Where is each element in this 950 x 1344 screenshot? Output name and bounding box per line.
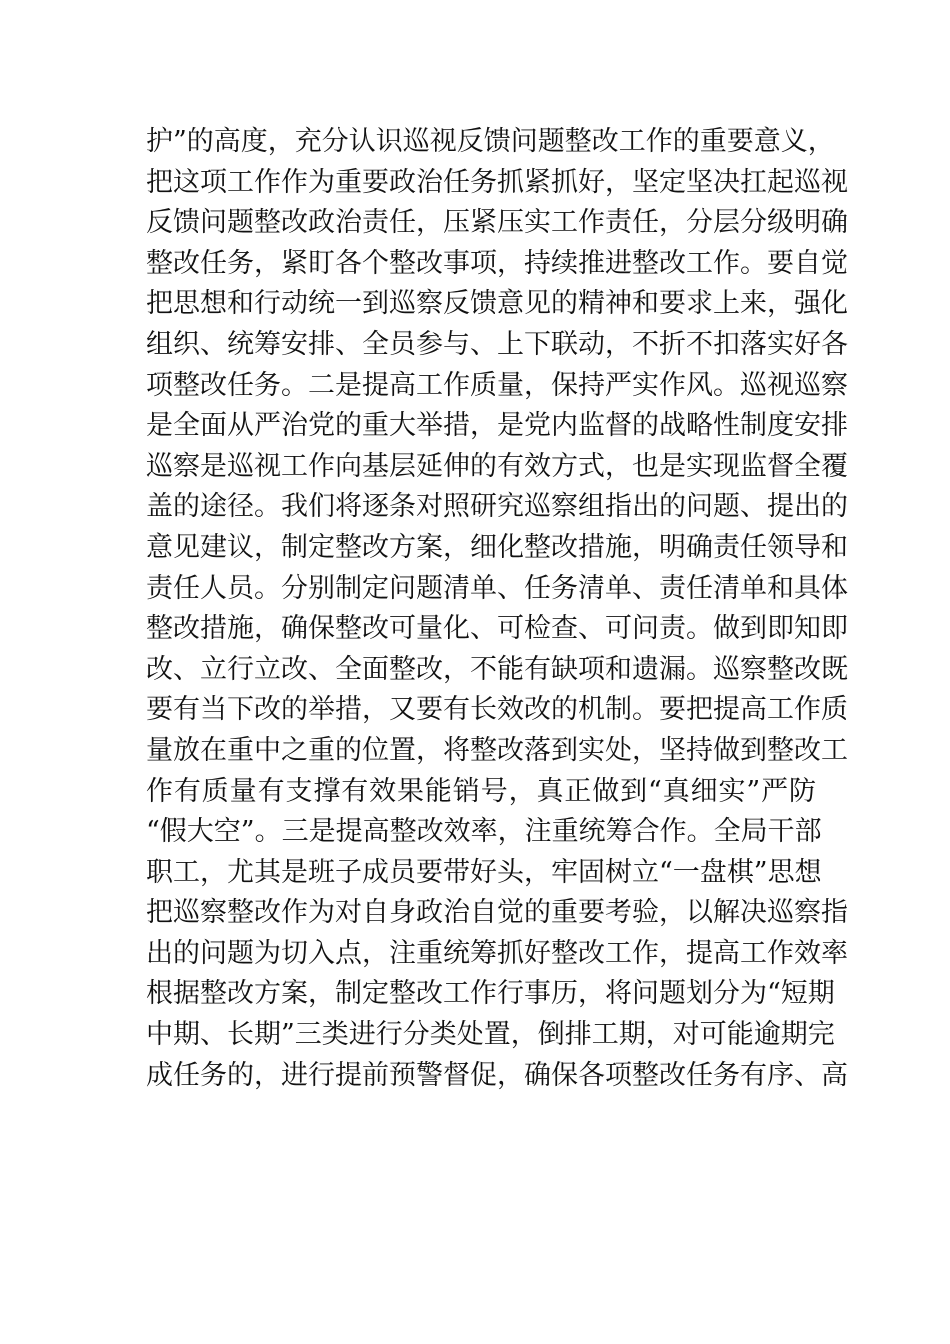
text-line: 意见建议，制定整改方案，细化整改措施，明确责任领导和: [146, 531, 848, 563]
text-line: 改、立行立改、全面整改，不能有缺项和遗漏。巡察整改既: [146, 653, 848, 685]
text-line: “假大空”。三是提高整改效率，注重统筹合作。全局干部: [146, 816, 822, 848]
text-line: 责任人员。分别制定问题清单、任务清单、责任清单和具体: [146, 572, 848, 604]
text-line: 整改任务，紧盯各个整改事项，持续推进整改工作。要自觉: [146, 247, 848, 279]
text-line: 盖的途径。我们将逐条对照研究巡察组指出的问题、提出的: [146, 491, 848, 523]
text-line: 要有当下改的举措，又要有长效改的机制。要把提高工作质: [146, 694, 848, 726]
text-line: 把思想和行动统一到巡察反馈意见的精神和要求上来，强化: [146, 288, 848, 320]
text-line: 反馈问题整改政治责任，压紧压实工作责任，分层分级明确: [146, 207, 848, 239]
text-line: 组织、统筹安排、全员参与、上下联动，不折不扣落实好各: [146, 328, 848, 360]
text-line: 出的问题为切入点，注重统筹抓好整改工作，提高工作效率: [146, 937, 848, 969]
text-line: 整改措施，确保整改可量化、可检查、可问责。做到即知即: [146, 613, 848, 645]
text-line: 把巡察整改作为对自身政治自觉的重要考验，以解决巡察指: [146, 897, 848, 929]
text-line: 中期、长期”三类进行分类处置，倒排工期，对可能逾期完: [146, 1019, 835, 1051]
text-line: 把这项工作作为重要政治任务抓紧抓好，坚定坚决扛起巡视: [146, 166, 848, 198]
text-line: 根据整改方案，制定整改工作行事历，将问题划分为“短期: [146, 978, 835, 1010]
text-line: 巡察是巡视工作向基层延伸的有效方式，也是实现监督全覆: [146, 450, 848, 482]
text-line: 成任务的，进行提前预警督促，确保各项整改任务有序、高: [146, 1059, 848, 1091]
body-text: [146, 122, 848, 1096]
text-line: 作有质量有支撑有效果能销号，真正做到“真细实”严防: [146, 775, 816, 807]
text-line: 护”的高度，充分认识巡视反馈问题整改工作的重要意义，: [146, 126, 835, 157]
text-line: 职工，尤其是班子成员要带好头，牢固树立“一盘棋”思想: [146, 856, 822, 888]
text-line: 量放在重中之重的位置，将整改落到实处，坚持做到整改工: [146, 734, 848, 766]
text-line: 项整改任务。二是提高工作质量，保持严实作风。巡视巡察: [146, 369, 848, 401]
text-line: 是全面从严治党的重大举措，是党内监督的战略性制度安排: [146, 410, 848, 442]
